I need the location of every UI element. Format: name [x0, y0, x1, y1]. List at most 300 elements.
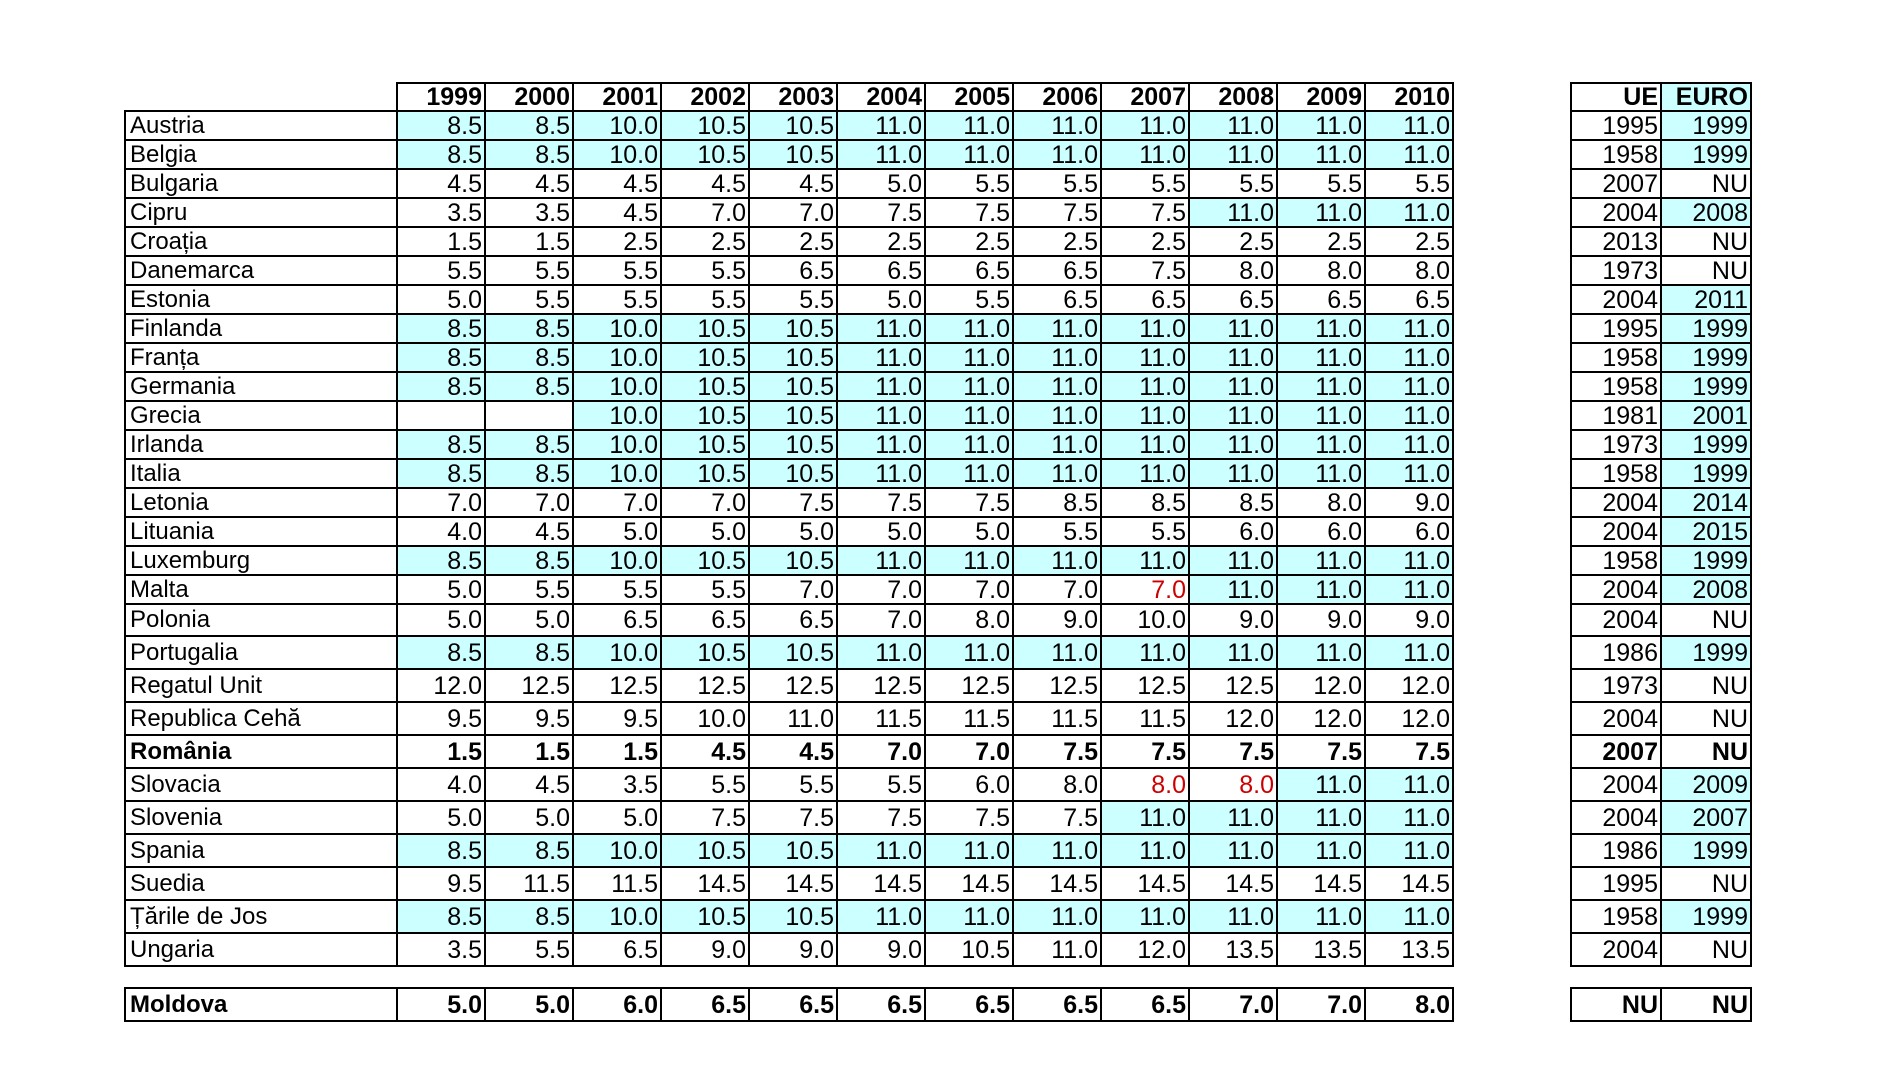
country-cell: Regatul Unit	[125, 669, 397, 702]
value-cell: 5.0	[573, 517, 661, 546]
year-header: 2009	[1277, 83, 1365, 111]
value-cell: 11.0	[925, 314, 1013, 343]
value-cell: 5.0	[397, 988, 485, 1021]
ue-cell: 2004	[1571, 517, 1661, 546]
value-cell: 10.5	[925, 933, 1013, 966]
ue-cell: 1973	[1571, 430, 1661, 459]
country-cell: Țările de Jos	[125, 900, 397, 933]
value-cell: 9.0	[1277, 604, 1365, 636]
value-cell: 8.5	[397, 546, 485, 575]
value-cell: 6.5	[1013, 988, 1101, 1021]
year-header: 2000	[485, 83, 573, 111]
value-cell: 12.5	[749, 669, 837, 702]
value-cell: 12.5	[661, 669, 749, 702]
ue-cell: 2004	[1571, 801, 1661, 834]
value-cell: 7.5	[1189, 735, 1277, 768]
euro-cell: 1999	[1661, 111, 1751, 140]
year-header: 2003	[749, 83, 837, 111]
value-cell: 8.5	[485, 546, 573, 575]
year-header: 2002	[661, 83, 749, 111]
value-cell: 11.0	[1101, 314, 1189, 343]
spacer-cell	[125, 966, 397, 988]
table-row	[125, 314, 1453, 343]
value-cell: 11.0	[925, 430, 1013, 459]
value-cell: 9.5	[397, 867, 485, 900]
value-cell: 5.5	[1101, 169, 1189, 198]
value-cell: 10.5	[749, 546, 837, 575]
value-cell: 11.0	[925, 900, 1013, 933]
membership-table	[1570, 82, 1752, 1022]
year-header: 1999	[397, 83, 485, 111]
value-cell: 2.5	[925, 227, 1013, 256]
value-cell: 11.0	[1013, 111, 1101, 140]
value-cell: 7.5	[837, 801, 925, 834]
country-cell: Luxemburg	[125, 546, 397, 575]
country-cell: România	[125, 735, 397, 768]
value-cell: 10.5	[661, 140, 749, 169]
ue-cell: 1958	[1571, 343, 1661, 372]
euro-cell: 1999	[1661, 314, 1751, 343]
membership-row	[1571, 256, 1751, 285]
year-header: 2006	[1013, 83, 1101, 111]
country-cell: Malta	[125, 575, 397, 604]
value-cell: 6.5	[1013, 285, 1101, 314]
value-cell: 8.5	[485, 111, 573, 140]
value-cell: 10.5	[749, 900, 837, 933]
spacer-cell	[1013, 966, 1101, 988]
value-cell: 8.0	[925, 604, 1013, 636]
value-cell: 7.5	[749, 801, 837, 834]
value-cell: 10.5	[661, 430, 749, 459]
ue-header: UE	[1571, 83, 1661, 111]
euro-cell: 2008	[1661, 575, 1751, 604]
ue-cell: 1958	[1571, 140, 1661, 169]
value-cell: 11.0	[1277, 546, 1365, 575]
euro-cell: 1999	[1661, 636, 1751, 669]
value-cell: 7.5	[1013, 801, 1101, 834]
value-cell: 12.5	[573, 669, 661, 702]
membership-row	[1571, 735, 1751, 768]
euro-cell: 2009	[1661, 768, 1751, 801]
value-cell: 11.0	[1101, 401, 1189, 430]
value-cell: 12.5	[1189, 669, 1277, 702]
value-cell: 11.0	[1189, 314, 1277, 343]
membership-row	[1571, 604, 1751, 636]
value-cell: 4.5	[573, 169, 661, 198]
value-cell: 11.5	[1101, 702, 1189, 735]
membership-row	[1571, 227, 1751, 256]
ue-cell: 2004	[1571, 702, 1661, 735]
table-row	[125, 285, 1453, 314]
value-cell: 8.5	[485, 834, 573, 867]
membership-row	[1571, 636, 1751, 669]
value-cell: 7.0	[925, 575, 1013, 604]
spacer-row	[1571, 966, 1751, 988]
value-cell: 7.5	[1013, 198, 1101, 227]
value-cell: 6.5	[1365, 285, 1453, 314]
value-cell: 9.0	[1365, 488, 1453, 517]
value-cell: 8.5	[397, 140, 485, 169]
value-cell: 2.5	[837, 227, 925, 256]
value-cell: 11.0	[1365, 314, 1453, 343]
value-cell: 7.0	[573, 488, 661, 517]
value-cell: 7.0	[1013, 575, 1101, 604]
ue-cell: 2004	[1571, 488, 1661, 517]
euro-cell: 2015	[1661, 517, 1751, 546]
membership-row	[1571, 669, 1751, 702]
value-cell: 8.5	[485, 459, 573, 488]
euro-cell: NU	[1661, 256, 1751, 285]
ue-cell: 2004	[1571, 285, 1661, 314]
value-cell: 11.0	[1013, 372, 1101, 401]
value-cell: 5.5	[573, 285, 661, 314]
ue-cell: 1958	[1571, 900, 1661, 933]
table-row	[125, 867, 1453, 900]
country-cell: Franța	[125, 343, 397, 372]
value-cell: 11.0	[1101, 636, 1189, 669]
spacer-cell	[397, 966, 485, 988]
value-cell: 5.0	[925, 517, 1013, 546]
table-row	[125, 735, 1453, 768]
value-cell: 8.5	[485, 314, 573, 343]
value-cell: 2.5	[1013, 227, 1101, 256]
ue-cell: 1986	[1571, 834, 1661, 867]
value-cell: 8.0	[1365, 988, 1453, 1021]
value-cell: 11.0	[1013, 140, 1101, 169]
value-cell: 5.5	[485, 285, 573, 314]
membership-row	[1571, 372, 1751, 401]
ue-cell: 2013	[1571, 227, 1661, 256]
value-cell: 11.0	[1277, 459, 1365, 488]
value-cell: 5.5	[661, 575, 749, 604]
spacer-cell	[661, 966, 749, 988]
value-cell: 11.0	[1277, 111, 1365, 140]
table-row	[125, 988, 1453, 1021]
table-row	[125, 900, 1453, 933]
value-cell: 11.0	[1365, 834, 1453, 867]
value-cell: 7.0	[485, 488, 573, 517]
value-cell: 10.0	[573, 459, 661, 488]
value-cell: 5.5	[485, 933, 573, 966]
value-cell: 10.0	[573, 834, 661, 867]
value-cell: 12.0	[1101, 933, 1189, 966]
value-cell: 10.0	[573, 111, 661, 140]
value-cell: 8.5	[397, 834, 485, 867]
value-cell: 4.5	[573, 198, 661, 227]
spacer-cell	[1101, 966, 1189, 988]
value-cell: 11.0	[1277, 343, 1365, 372]
value-cell: 4.5	[661, 169, 749, 198]
value-cell: 11.0	[1013, 900, 1101, 933]
country-cell: Spania	[125, 834, 397, 867]
country-cell: Republica Cehă	[125, 702, 397, 735]
value-cell: 11.0	[1013, 430, 1101, 459]
value-cell: 14.5	[1277, 867, 1365, 900]
membership-row	[1571, 169, 1751, 198]
value-cell: 7.0	[749, 198, 837, 227]
euro-cell: NU	[1661, 988, 1751, 1021]
value-cell: 10.0	[573, 140, 661, 169]
value-cell: 7.0	[837, 604, 925, 636]
euro-cell: 1999	[1661, 430, 1751, 459]
country-cell: Grecia	[125, 401, 397, 430]
value-cell: 7.5	[837, 198, 925, 227]
value-cell: 7.0	[1277, 988, 1365, 1021]
value-cell: 11.0	[1277, 834, 1365, 867]
ue-cell: 1981	[1571, 401, 1661, 430]
value-cell: 10.0	[661, 702, 749, 735]
value-cell: 11.0	[1101, 900, 1189, 933]
membership-row	[1571, 285, 1751, 314]
value-cell: 12.0	[1277, 702, 1365, 735]
value-cell: 11.0	[1013, 933, 1101, 966]
table-row	[125, 636, 1453, 669]
value-cell: 7.0	[837, 735, 925, 768]
value-cell: 11.0	[837, 314, 925, 343]
value-cell: 11.0	[837, 636, 925, 669]
country-cell: Italia	[125, 459, 397, 488]
value-cell: 7.0	[1101, 575, 1189, 604]
country-cell: Bulgaria	[125, 169, 397, 198]
table-row	[125, 546, 1453, 575]
value-cell: 5.0	[837, 169, 925, 198]
value-cell: 8.5	[485, 430, 573, 459]
table-row	[125, 459, 1453, 488]
country-cell: Irlanda	[125, 430, 397, 459]
euro-cell: 1999	[1661, 372, 1751, 401]
value-cell: 11.0	[1277, 430, 1365, 459]
value-cell: 5.0	[749, 517, 837, 546]
membership-row	[1571, 900, 1751, 933]
value-cell: 10.5	[749, 111, 837, 140]
membership-row	[1571, 575, 1751, 604]
value-cell: 8.5	[485, 372, 573, 401]
value-cell: 11.0	[1189, 900, 1277, 933]
euro-cell: NU	[1661, 867, 1751, 900]
value-cell: 13.5	[1189, 933, 1277, 966]
table-row	[125, 198, 1453, 227]
value-cell: 11.0	[1189, 801, 1277, 834]
value-cell: 8.0	[1365, 256, 1453, 285]
value-cell: 11.0	[837, 546, 925, 575]
membership-row	[1571, 430, 1751, 459]
value-cell: 6.0	[1189, 517, 1277, 546]
value-cell	[397, 401, 485, 430]
value-cell: 2.5	[1101, 227, 1189, 256]
table-row	[125, 604, 1453, 636]
value-cell: 11.0	[1277, 900, 1365, 933]
euro-cell: 1999	[1661, 140, 1751, 169]
value-cell: 14.5	[661, 867, 749, 900]
country-cell: Ungaria	[125, 933, 397, 966]
table-row	[125, 834, 1453, 867]
membership-row	[1571, 702, 1751, 735]
euro-cell: NU	[1661, 669, 1751, 702]
value-cell: 11.0	[837, 401, 925, 430]
value-cell: 11.0	[1101, 111, 1189, 140]
value-cell: 10.5	[749, 459, 837, 488]
ue-cell: 2004	[1571, 768, 1661, 801]
value-cell: 12.0	[1365, 669, 1453, 702]
table-row	[125, 140, 1453, 169]
ue-cell: 1973	[1571, 669, 1661, 702]
value-cell: 9.0	[1365, 604, 1453, 636]
value-cell: 5.0	[837, 517, 925, 546]
value-cell: 11.0	[1365, 575, 1453, 604]
value-cell: 9.5	[573, 702, 661, 735]
value-cell: 6.5	[1189, 285, 1277, 314]
value-cell: 1.5	[573, 735, 661, 768]
value-cell: 8.5	[397, 636, 485, 669]
value-cell: 5.0	[573, 801, 661, 834]
membership-row	[1571, 933, 1751, 966]
value-cell: 5.5	[1277, 169, 1365, 198]
euro-cell: 1999	[1661, 834, 1751, 867]
table-row	[125, 169, 1453, 198]
value-cell: 6.5	[1101, 285, 1189, 314]
membership-row	[1571, 459, 1751, 488]
value-cell: 7.5	[837, 488, 925, 517]
value-cell: 11.5	[925, 702, 1013, 735]
value-cell: 11.0	[1365, 198, 1453, 227]
spacer-cell	[1277, 966, 1365, 988]
country-cell: Slovenia	[125, 801, 397, 834]
value-cell: 11.0	[837, 900, 925, 933]
spacer-cell	[749, 966, 837, 988]
table-row	[125, 702, 1453, 735]
value-cell: 10.5	[661, 343, 749, 372]
value-cell: 5.5	[1013, 517, 1101, 546]
membership-row	[1571, 517, 1751, 546]
value-cell: 5.0	[485, 801, 573, 834]
value-cell: 10.0	[1101, 604, 1189, 636]
ue-cell: 2004	[1571, 198, 1661, 227]
table-row	[125, 227, 1453, 256]
euro-cell: 2011	[1661, 285, 1751, 314]
membership-row	[1571, 488, 1751, 517]
value-cell: 9.0	[1013, 604, 1101, 636]
country-cell: Lituania	[125, 517, 397, 546]
value-cell: 11.0	[1189, 343, 1277, 372]
table-row	[125, 256, 1453, 285]
ue-cell: 1995	[1571, 111, 1661, 140]
value-cell: 8.5	[397, 459, 485, 488]
value-cell: 5.0	[397, 575, 485, 604]
value-cell: 8.5	[397, 430, 485, 459]
membership-row	[1571, 801, 1751, 834]
value-cell: 5.0	[661, 517, 749, 546]
value-cell: 10.0	[573, 401, 661, 430]
value-cell: 1.5	[397, 227, 485, 256]
spacer-cell	[485, 966, 573, 988]
value-cell: 11.0	[1277, 801, 1365, 834]
value-cell: 4.5	[485, 517, 573, 546]
value-cell: 8.0	[1189, 256, 1277, 285]
value-cell: 5.0	[485, 988, 573, 1021]
value-cell: 12.0	[397, 669, 485, 702]
value-cell: 11.5	[573, 867, 661, 900]
value-cell: 8.5	[397, 314, 485, 343]
value-cell: 10.5	[749, 140, 837, 169]
table-body	[125, 111, 1453, 1021]
value-cell: 10.0	[573, 372, 661, 401]
euro-cell: NU	[1661, 735, 1751, 768]
value-cell: 10.5	[661, 314, 749, 343]
value-cell: 7.0	[925, 735, 1013, 768]
country-cell: Danemarca	[125, 256, 397, 285]
value-cell: 11.0	[925, 636, 1013, 669]
value-cell: 11.0	[1189, 401, 1277, 430]
spacer-row	[125, 966, 1453, 988]
table-row	[125, 768, 1453, 801]
value-cell: 10.5	[749, 834, 837, 867]
euro-header: EURO	[1661, 83, 1751, 111]
value-cell: 5.5	[1101, 517, 1189, 546]
ue-cell: 2004	[1571, 604, 1661, 636]
value-cell: 10.0	[573, 430, 661, 459]
value-cell: 10.5	[661, 900, 749, 933]
value-cell: 11.0	[1013, 459, 1101, 488]
value-cell: 2.5	[1365, 227, 1453, 256]
year-header: 2005	[925, 83, 1013, 111]
value-cell: 8.0	[1013, 768, 1101, 801]
value-cell: 5.5	[573, 575, 661, 604]
value-cell: 5.0	[485, 604, 573, 636]
value-cell: 4.5	[485, 169, 573, 198]
value-cell: 6.0	[925, 768, 1013, 801]
value-cell: 11.0	[1189, 111, 1277, 140]
spacer-cell	[837, 966, 925, 988]
ue-cell: 1973	[1571, 256, 1661, 285]
value-cell: 6.5	[925, 988, 1013, 1021]
value-cell: 5.5	[837, 768, 925, 801]
value-cell: 1.5	[485, 227, 573, 256]
value-cell: 11.0	[1013, 401, 1101, 430]
value-cell: 4.5	[661, 735, 749, 768]
value-cell: 5.5	[661, 256, 749, 285]
spacer-cell	[573, 966, 661, 988]
value-cell: 11.0	[837, 111, 925, 140]
value-cell: 3.5	[485, 198, 573, 227]
value-cell: 11.0	[1189, 834, 1277, 867]
value-cell: 11.0	[1189, 140, 1277, 169]
value-cell: 11.0	[1365, 900, 1453, 933]
value-cell: 11.0	[1013, 546, 1101, 575]
value-cell: 6.5	[837, 256, 925, 285]
value-cell: 9.0	[837, 933, 925, 966]
membership-row	[1571, 140, 1751, 169]
value-cell: 6.5	[1277, 285, 1365, 314]
value-cell: 11.0	[925, 459, 1013, 488]
value-cell: 8.0	[1189, 768, 1277, 801]
rates-table	[124, 82, 1454, 1022]
country-cell: Suedia	[125, 867, 397, 900]
value-cell: 11.0	[925, 546, 1013, 575]
header-row	[125, 83, 1453, 111]
value-cell: 2.5	[749, 227, 837, 256]
year-header: 2001	[573, 83, 661, 111]
value-cell: 7.5	[1365, 735, 1453, 768]
value-cell: 11.0	[837, 834, 925, 867]
value-cell: 7.5	[749, 488, 837, 517]
value-cell: 14.5	[837, 867, 925, 900]
table-row	[125, 111, 1453, 140]
value-cell: 7.5	[1101, 198, 1189, 227]
value-cell: 11.0	[1013, 636, 1101, 669]
value-cell: 6.5	[661, 988, 749, 1021]
year-header: 2004	[837, 83, 925, 111]
value-cell: 11.0	[925, 111, 1013, 140]
